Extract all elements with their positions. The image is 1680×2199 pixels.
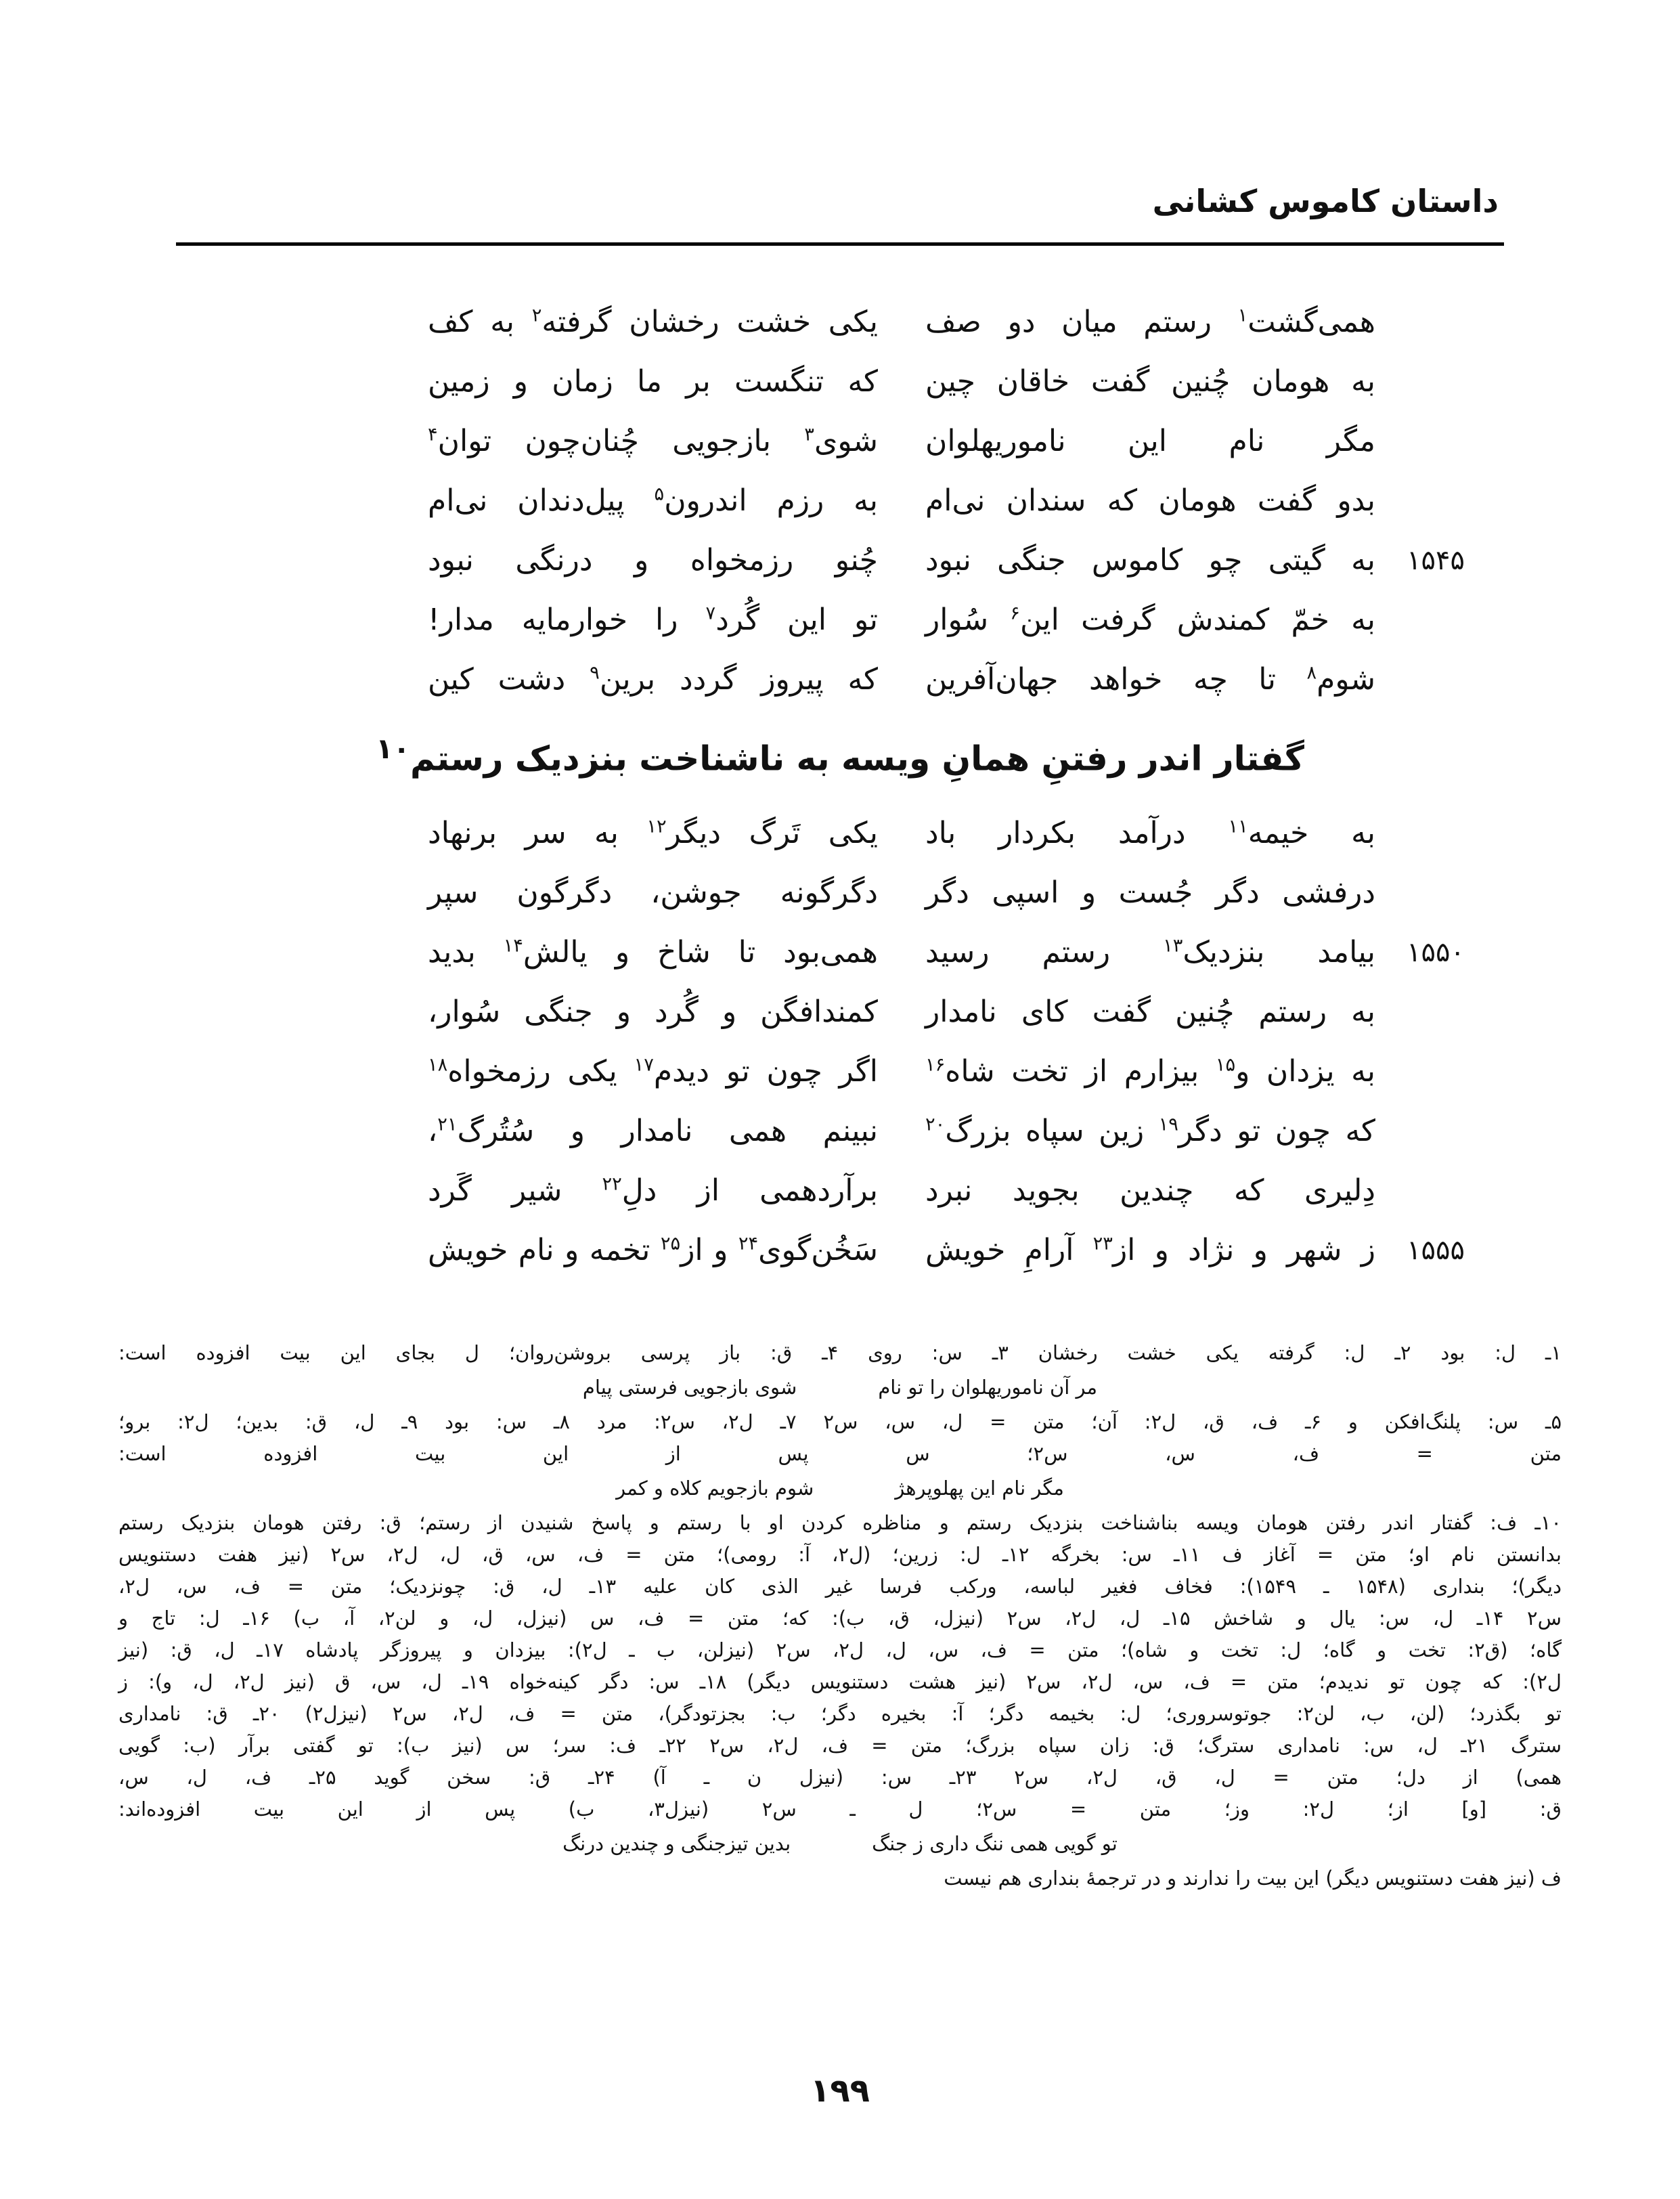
hemistich-second: تو این گُرد$^۷$ را خوارمایه مدار! <box>428 603 879 637</box>
hemistich-second: چُنو رزمخواه و درنگی نبود <box>428 543 878 578</box>
verse-number: ۱۵۵۰ <box>1407 937 1465 968</box>
footnote-verse-first: تو گویی همی ننگ داری ز جنگ <box>872 1831 1118 1855</box>
footnote-line: س۲ ۱۴ـ ل، س: یال و شاخش ۱۵ـ ل، ل۲، س۲ (نیزل، ق، ب): که؛ متن = ف، س (نیزل، ل، و لن۲، آ، ب) ۱۶ـ ل: تاج و <box>118 1606 1562 1630</box>
running-head-area <box>176 184 1504 259</box>
footnote-verse <box>118 1473 1562 1504</box>
footnote-line: ق: [و] از؛ ل۲: وز؛ متن = س۲؛ ل ـ س۲ (نیزل۳، ب) پس از این بیت افزوده‌اند: <box>118 1797 1562 1821</box>
section-heading: گفتار اندر رفتنِ همانِ ویسه به ناشناخت بنزدیک رستم$^{۱۰}$ <box>376 732 1304 779</box>
footnote-verse-second: بدین تیزجنگی و چندین درنگ <box>562 1831 791 1855</box>
hemistich-first: بدو گفت هومان که سندان نی‌ام <box>925 483 1375 518</box>
verse-number: ۱۵۴۵ <box>1407 545 1465 576</box>
hemistich-first: به خیمه$^{۱۱}$ درآمد بکردار باد <box>925 816 1375 850</box>
note-marker: ۵ <box>654 483 665 505</box>
verse-block-first <box>203 298 1477 715</box>
footnote-line: ۱ـ ل: بود ۲ـ ل: گرفته یکی خشت رخشان ۳ـ س: روی ۴ـ ق: باز پرسی بروشن‌روان؛ ل بجای این بیت افزوده است: <box>118 1341 1562 1364</box>
note-marker: ۱۵ <box>1215 1054 1236 1076</box>
header-rule <box>176 242 1504 246</box>
hemistich-first: به خمّ کمندش گرفت این$^۶$ سُوار <box>925 603 1375 637</box>
footnote-line: گاه؛ (ق۲: تخت و گاه؛ ل: تخت و شاه)؛ متن = ف، س، ل، ل۲، س۲ (نیزلن، ب ـ ل۲): بیزدان و پیروزگر پادشاه ۱۷ـ ل، ق: (نیز <box>118 1638 1562 1661</box>
note-marker: ۴ <box>428 424 438 445</box>
note-marker: ۱۳ <box>1163 935 1183 957</box>
note-marker: ۷ <box>705 603 716 624</box>
hemistich-first: بیامد بنزدیک$^{۱۳}$ رستم رسید <box>925 935 1375 970</box>
hemistich-first: شوم$^۸$ تا چه خواهد جهان‌آفرین <box>925 662 1375 697</box>
verse-row <box>203 809 1477 858</box>
hemistich-second: نبینم همی نامدار و سُتُرگ$^{۲۱}$، <box>428 1114 878 1148</box>
footnote-line: بدانستن نام او؛ متن = آغاز ف ۱۱ـ س: بخرگه ۱۲ـ ل: زرین؛ (ل۲، آ: رومی)؛ متن = ف، س، ق، ل، ل۲، س۲ (نیز هفت دستنویس <box>118 1542 1562 1566</box>
hemistich-second: همی‌بود تا شاخ و یالش$^{۱۴}$ بدید <box>428 935 879 970</box>
hemistich-second: کمندافگن و گُرد و جنگی سُوار، <box>428 995 878 1029</box>
note-marker: ۲۳ <box>1092 1233 1113 1255</box>
hemistich-second: دگرگونه جوشن، دگرگون سپر <box>428 875 878 910</box>
verse-row <box>203 928 1477 977</box>
note-marker: ۲۴ <box>738 1233 759 1255</box>
footnote-verse-second: شوم بازجویم کلاه و کمر <box>616 1476 814 1500</box>
verse-row <box>203 869 1477 917</box>
hemistich-first: که چون تو دگر$^{۱۹}$ زین سپاه بزرگ$^{۲۰}$ <box>925 1114 1376 1148</box>
note-marker: ۱۱ <box>1228 816 1248 837</box>
verse-row <box>203 1047 1477 1096</box>
note-marker: ۲۲ <box>602 1173 622 1195</box>
hemistich-first: به یزدان و$^{۱۵}$ بیزارم از تخت شاه$^{۱۶}$ <box>925 1054 1375 1089</box>
note-marker: ۲۰ <box>925 1114 946 1135</box>
hemistich-second: یکی تَرگ دیگر$^{۱۲}$ به سر برنهاد <box>428 816 878 850</box>
footnote-line: همی) از دل؛ متن = ل، ق، ل۲، س۲ ۲۳ـ س: (نیزل ن ـ آ) ۲۴ـ ق: سخن گوید ۲۵ـ ف، ل، س، <box>118 1765 1562 1789</box>
hemistich-first: دِلیری که چندین بجوید نبرد <box>925 1173 1375 1208</box>
note-marker: ۶ <box>1010 603 1020 624</box>
note-marker: ۱ <box>1237 305 1248 326</box>
hemistich-second: یکی خشت رخشان گرفته$^۲$ به کف <box>428 305 878 339</box>
footnote-verse <box>118 1828 1562 1860</box>
hemistich-first: همی‌گشت$^۱$ رستم میان دو صف <box>925 305 1375 339</box>
verse-row <box>203 655 1477 704</box>
hemistich-second: که تنگست بر ما زمان و زمین <box>428 364 878 399</box>
footnote-line: سترگ ۲۱ـ ل، س: نامداری سترگ؛ ق: زان سپاه بزرگ؛ متن = ف، ل۲، س۲ ۲۲ـ ف: سر؛ س (نیز ب): تو گفتی برآر (ب: گویی <box>118 1733 1562 1757</box>
note-marker: ۲۱ <box>437 1114 458 1135</box>
hemistich-first: به گیتی چو کاموس جنگی نبود <box>925 543 1375 578</box>
verse-row <box>203 417 1477 466</box>
note-marker: ۳ <box>804 424 814 445</box>
hemistich-first: درفشی دگر جُست و اسپی دگر <box>925 875 1375 910</box>
footnote-line: متن = ف، س، س۲؛ س پس از این بیت افزوده است: <box>118 1441 1562 1465</box>
verse-row <box>203 357 1477 406</box>
hemistich-second: برآردهمی از دلِ$^{۲۲}$ شیر گَرد <box>428 1173 878 1208</box>
note-marker: ۱۴ <box>503 935 523 957</box>
note-marker: ۸ <box>1306 662 1317 684</box>
note-marker: ۱۰ <box>376 732 410 765</box>
note-marker: ۲۵ <box>660 1233 681 1255</box>
footnote-line: ف (نیز هفت دستنویس دیگر) این بیت را ندارند و در ترجمهٔ بنداری هم نیست <box>944 1866 1562 1890</box>
note-marker: ۱۸ <box>428 1054 448 1076</box>
verse-row <box>203 1167 1477 1215</box>
verse-row <box>203 477 1477 525</box>
verse-row <box>203 988 1477 1037</box>
footnote-line: دیگر)؛ بنداری (۱۵۴۸ ـ ۱۵۴۹): فخاف فغیر لباسه، ورکب فرسا غیر الذی کان علیه ۱۳ـ ل، ق: چونزدیک؛ متن = ف، س، ل۲، <box>118 1574 1562 1598</box>
footnote-line: ۵ـ س: پلنگ‌افکن و ۶ـ ف، ق، ل۲: آن؛ متن = ل، س، س۲ ۷ـ ل۲، س۲: مرد ۸ـ س: بود ۹ـ ل، ق: بدین؛ ل۲: برو؛ <box>118 1410 1562 1433</box>
verse-row <box>203 1226 1477 1275</box>
hemistich-second: شوی$^۳$ بازجویی چُنان‌چون توان$^۴$ <box>428 424 878 458</box>
hemistich-first: به هومان چُنین گفت خاقان چین <box>925 364 1375 399</box>
verse-row <box>203 298 1477 347</box>
footnote-verse-second: شوی بازجویی فرستی پیام <box>582 1375 797 1399</box>
hemistich-second: سَخُن‌گوی$^{۲۴}$ و از$^{۲۵}$ تخمه و نام خویش <box>428 1233 878 1267</box>
footnote-line: ۱۰ـ ف: گفتار اندر رفتن هومان ویسه بناشناخت بنزدیک رستم و مناظره کردن او با رستم و پاسخ شنیدن از رستم؛ ق: رفتن هومان بنزدیک رستم <box>118 1510 1562 1534</box>
folio-number: ۱۹۹ <box>810 2072 870 2110</box>
footnote-verse-first: مگر نام این پهلوپرهژ <box>895 1476 1064 1500</box>
note-marker: ۱۶ <box>925 1054 946 1076</box>
note-marker: ۱۹ <box>1158 1114 1178 1135</box>
footnote-line: تو بگذرد؛ (لن، ب، لن۲: جوتوسروری؛ ل: بخیمه دگر؛ آ: بخیره دگر؛ ب: بجزتودگر)، متن = ف، ل۲، س۲ (نیزل۲) ۲۰ـ ق: نامداری <box>118 1701 1562 1725</box>
verse-row <box>203 1107 1477 1156</box>
note-marker: ۱۷ <box>634 1054 654 1076</box>
verse-row <box>203 536 1477 585</box>
verse-row <box>203 596 1477 645</box>
hemistich-first: به رستم چُنین گفت کای نامدار <box>925 995 1375 1029</box>
hemistich-second: اگر چون تو دیدم$^{۱۷}$ یکی رزمخواه$^{۱۸}$ <box>428 1054 879 1089</box>
hemistich-second: به رزم اندرون$^۵$ پیل‌دندان نی‌ام <box>428 483 878 518</box>
footnote-apparatus <box>118 1337 1562 1894</box>
hemistich-first: ز شهر و نژاد و از$^{۲۳}$ آرامِ خویش <box>925 1233 1375 1267</box>
footnote-verse-first: مر آن ناموریهلوان را تو نام <box>878 1375 1098 1399</box>
note-marker: ۹ <box>590 662 600 684</box>
verse-number: ۱۵۵۵ <box>1407 1235 1465 1266</box>
note-marker: ۱۲ <box>646 816 667 837</box>
hemistich-second: که پیروز گردد برین$^۹$ دشت کین <box>428 662 879 697</box>
hemistich-first: مگر نام این ناموریهلوان <box>925 424 1375 458</box>
footnote-verse <box>118 1372 1562 1403</box>
footnote-line: ل۲): که چون تو ندیدم؛ متن = ف، س، ل۲، س۲ (نیز هشت دستنویس دیگر) ۱۸ـ س: دگر کینه‌خواه ۱۹ـ ل، س، ق (نیز ل۲، ل، و): ز <box>118 1670 1562 1693</box>
note-marker: ۲ <box>531 305 542 326</box>
running-head: داستان کاموس کشانی <box>1152 183 1499 219</box>
verse-block-second <box>203 809 1477 1286</box>
